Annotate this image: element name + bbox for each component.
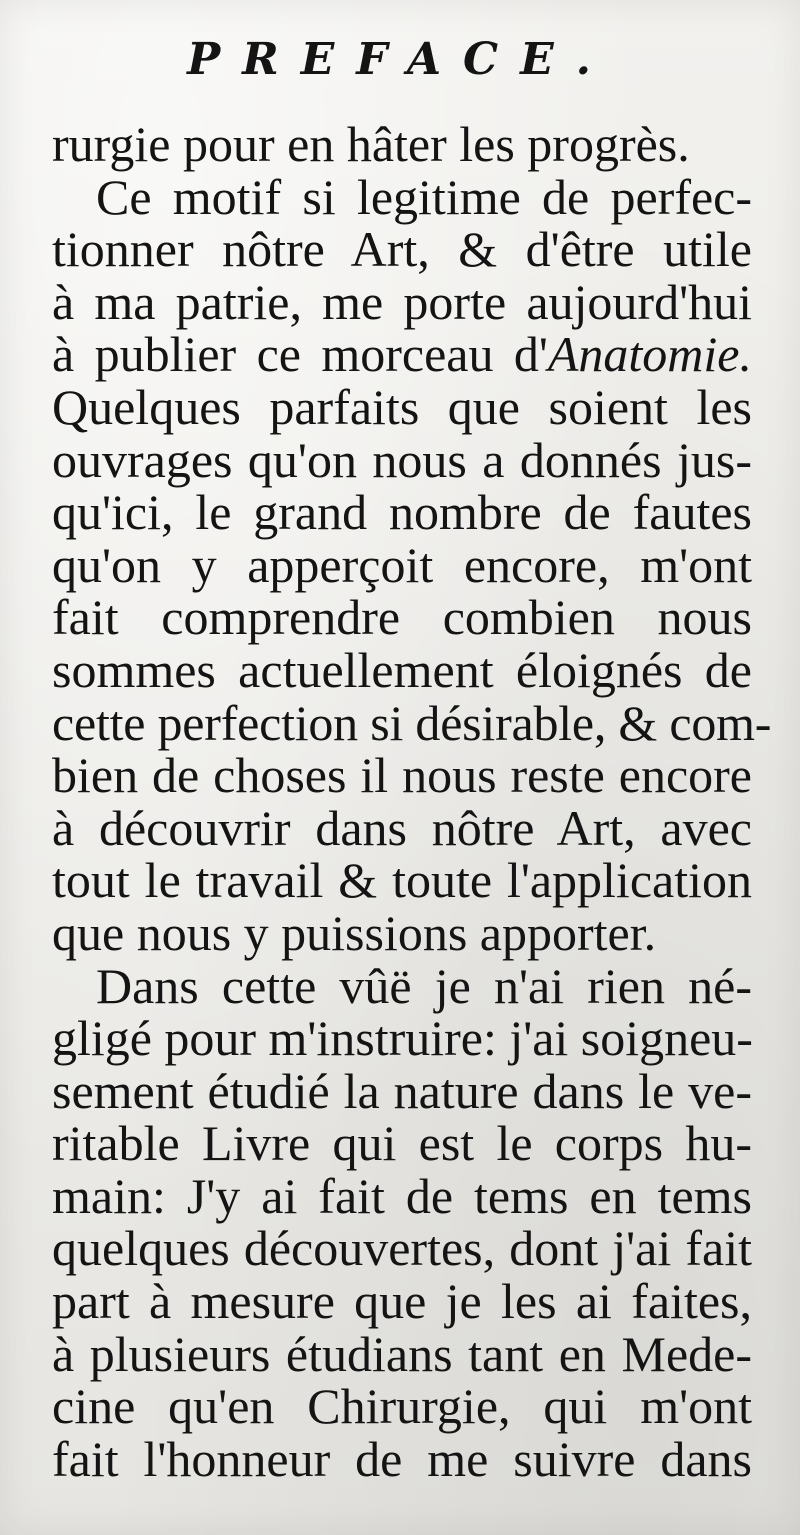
text-line: tionner nôtre Art, & d'être utile	[52, 221, 752, 278]
text-line: quelques découvertes, dont j'ai fait	[52, 1220, 752, 1277]
running-header: PREFACE.	[187, 34, 613, 85]
text-line: part à mesure que je les ai faites,	[52, 1273, 752, 1330]
text-line: fait l'honneur de me suivre dans	[52, 1430, 752, 1487]
text-line	[52, 328, 752, 381]
text-line: ouvrages qu'on nous a donnés jus-	[52, 431, 752, 488]
text-line: sement étudié la nature dans le ve-	[52, 1062, 752, 1119]
text-line: fait comprendre combien nous	[52, 589, 752, 646]
text-line: ritable Livre qui est le corps hu-	[52, 1115, 752, 1172]
body-text	[52, 116, 772, 1487]
text-line: Ce motif si legitime de perfec-	[96, 168, 752, 225]
text-line: Dans cette vûë je n'ai rien né-	[96, 957, 752, 1014]
italic-word: Anatomie.	[547, 326, 752, 383]
text-line: bien de choses il nous reste encore	[52, 747, 752, 804]
text-line: que nous y puissions apporter.	[52, 904, 657, 961]
text-line: qu'ici, le grand nombre de fautes	[52, 484, 752, 541]
text-line: tout le travail & toute l'application	[52, 852, 752, 909]
text-line: cette perfection si désirable, & com-	[52, 694, 772, 751]
text-line: cine qu'en Chirurgie, qui m'ont	[52, 1378, 752, 1435]
text-line: main: J'y ai fait de tems en tems	[52, 1167, 752, 1224]
text-line: à ma patrie, me porte aujourd'hui	[52, 273, 752, 330]
text-line: Quelques parfaits que soient les	[52, 378, 752, 435]
text-line: à découvrir dans nôtre Art, avec	[52, 799, 752, 856]
text-line: gligé pour m'instruire: j'ai soigneu-	[52, 1010, 753, 1067]
text-line: qu'on y apperçoit encore, m'ont	[52, 536, 752, 593]
text-line: sommes actuellement éloignés de	[52, 641, 752, 698]
text-line: à plusieurs étudians tant en Mede-	[52, 1325, 752, 1382]
text-line: rurgie pour en hâter les progrès.	[52, 116, 690, 172]
text-line-roman: à publier ce morceau d'	[52, 326, 548, 383]
